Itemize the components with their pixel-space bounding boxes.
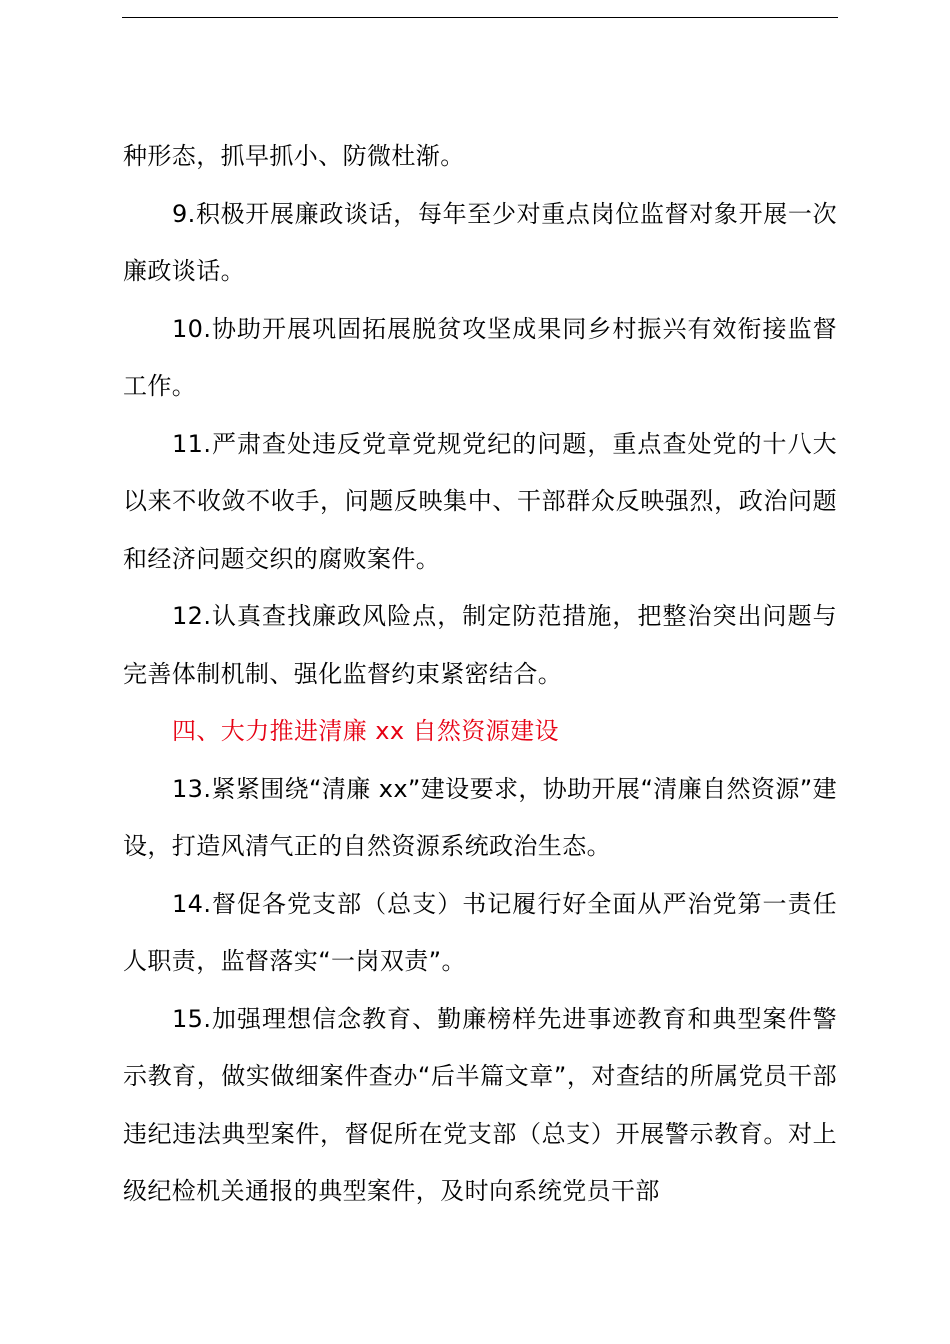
paragraph-item-9: 9.积极开展廉政谈话，每年至少对重点岗位监督对象开展一次廉政谈话。 xyxy=(123,199,837,285)
paragraph-item-13: 13.紧紧围绕“清廉 xx”建设要求，协助开展“清廉自然资源”建设，打造风清气正的自然资源系统政治生态。 xyxy=(123,774,837,860)
document-body xyxy=(123,128,837,1221)
header-rule xyxy=(122,17,838,18)
paragraph-item-11: 11.严肃查处违反党章党规党纪的问题，重点查处党的十八大以来不收敛不收手，问题反映集中、干部群众反映强烈，政治问题和经济问题交织的腐败案件。 xyxy=(123,429,837,573)
paragraph-item-10: 10.协助开展巩固拓展脱贫攻坚成果同乡村振兴有效衔接监督工作。 xyxy=(123,314,837,400)
paragraph-item-12: 12.认真查找廉政风险点，制定防范措施，把整治突出问题与完善体制机制、强化监督约束紧密结合。 xyxy=(123,602,837,688)
paragraph-item-14: 14.督促各党支部（总支）书记履行好全面从严治党第一责任人职责，监督落实“一岗双责”。 xyxy=(123,889,837,975)
paragraph-item-15: 15.加强理想信念教育、勤廉榜样先进事迹教育和典型案件警示教育，做实做细案件查办“后半篇文章”，对查结的所属党员干部违纪违法典型案件，督促所在党支部（总支）开展警示教育。对上级纪检机关通报的典型案件，及时向系统党员干部 xyxy=(123,1004,837,1205)
paragraph-continuation: 种形态，抓早抓小、防微杜渐。 xyxy=(123,142,465,170)
section-heading-4: 四、大力推进清廉 xx 自然资源建设 xyxy=(172,717,559,745)
